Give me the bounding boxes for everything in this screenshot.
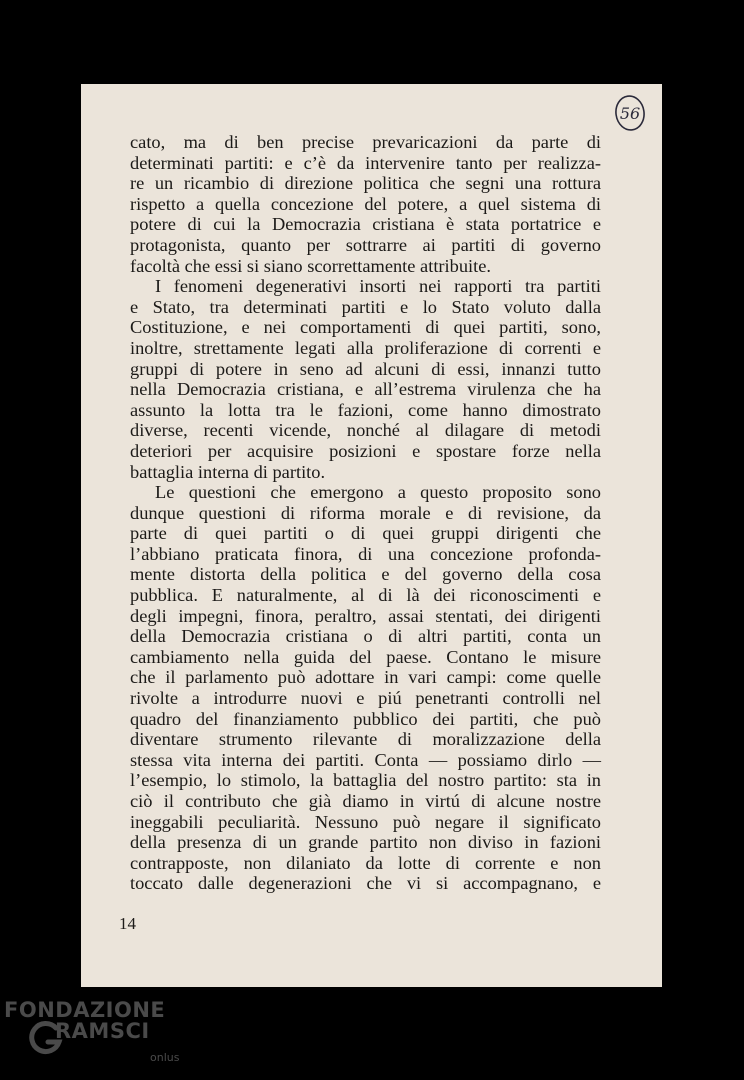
text-line: contrapposte, non dilaniato da lotte di corrente e non xyxy=(130,852,601,873)
body-text xyxy=(130,132,601,894)
text-line: nella Democrazia cristiana, e all’estrema virulenza che ha xyxy=(130,379,601,400)
text-line: della presenza di un grande partito non diviso in fazioni xyxy=(130,832,601,853)
text-line: diventare strumento rilevante di moralizzazione della xyxy=(130,729,601,750)
text-line: cambiamento nella guida del paese. Contano le misure xyxy=(130,646,601,667)
text-line: re un ricambio di direzione politica che segni una rottura xyxy=(130,173,601,194)
text-line: Le questioni che emergono a questo proposito sono xyxy=(155,482,601,503)
fondazione-gramsci-logo xyxy=(0,998,190,1080)
logo-subtitle: onlus xyxy=(150,1051,180,1064)
text-line: battaglia interna di partito. xyxy=(130,461,326,482)
logo-text-line1: FONDAZIONE xyxy=(4,998,166,1022)
text-line: quadro del finanziamento pubblico dei partiti, che può xyxy=(130,708,601,729)
text-line: pubblica. E naturalmente, al di là dei riconoscimenti e xyxy=(130,585,601,606)
text-line: assunto la lotta tra le fazioni, come hanno dimostrato xyxy=(130,399,601,420)
text-line: della Democrazia cristiana o di altri partiti, conta un xyxy=(130,626,601,647)
text-line: l’abbiano praticata finora, di una concezione profonda- xyxy=(130,543,601,564)
document-page xyxy=(81,84,662,987)
text-line: mente distorta della politica e del governo della cosa xyxy=(130,564,601,585)
text-line: facoltà che essi si siano scorrettamente attribuite. xyxy=(130,255,492,276)
text-line: Costituzione, e nei comportamenti di quei partiti, sono, xyxy=(130,317,601,338)
text-line: toccato dalle degenerazioni che vi si accompagnano, e xyxy=(130,873,601,894)
text-line: e Stato, tra determinati partiti e lo Stato voluto dalla xyxy=(130,296,601,317)
text-line: l’esempio, lo stimolo, la battaglia del nostro partito: sta in xyxy=(130,770,601,791)
text-line: protagonista, quanto per sottrarre ai partiti di governo xyxy=(130,234,601,255)
text-line: diverse, recenti vicende, nonché al dilagare di metodi xyxy=(130,420,601,441)
text-line: determinati partiti: e c’è da intervenire tanto per realizza- xyxy=(130,152,601,173)
text-line: gruppi di potere in seno ad alcuni di essi, innanzi tutto xyxy=(130,358,601,379)
text-line: inoltre, strettamente legati alla proliferazione di correnti e xyxy=(130,337,601,358)
text-line: ciò il contributo che già diamo in virtú di alcune nostre xyxy=(130,791,601,811)
text-line: rispetto a quella concezione del potere, a quel sistema di xyxy=(130,193,601,214)
text-line: potere di cui la Democrazia cristiana è stata portatrice e xyxy=(130,214,601,235)
text-line: stessa vita interna dei partiti. Conta — possiamo dirlo — xyxy=(130,749,601,770)
text-line: rivolte a introdurre nuovi e piú penetranti controlli nel xyxy=(130,688,601,709)
text-line: degli impegni, finora, peraltro, assai stentati, dei dirigenti xyxy=(130,605,601,626)
text-line: ineggabili peculiarità. Nessuno può negare il significato xyxy=(130,811,601,832)
text-line: parte di quei partiti o di quei gruppi dirigenti che xyxy=(130,523,601,544)
text-line: dunque questioni di riforma morale e di revisione, da xyxy=(130,502,601,523)
text-line: I fenomeni degenerativi insorti nei rapporti tra partiti xyxy=(155,276,601,297)
page-number: 14 xyxy=(119,914,136,933)
text-line: che il parlamento può adottare in vari campi: come quelle xyxy=(130,667,601,688)
text-line: deteriori per acquisire posizioni e spostare forze nella xyxy=(130,440,601,461)
text-line: cato, ma di ben precise prevaricazioni da parte di xyxy=(130,132,601,152)
handwritten-page-number xyxy=(613,93,647,133)
logo-text-line2: RAMSCI xyxy=(55,1019,150,1043)
handwritten-number-text: 56 xyxy=(619,104,641,123)
